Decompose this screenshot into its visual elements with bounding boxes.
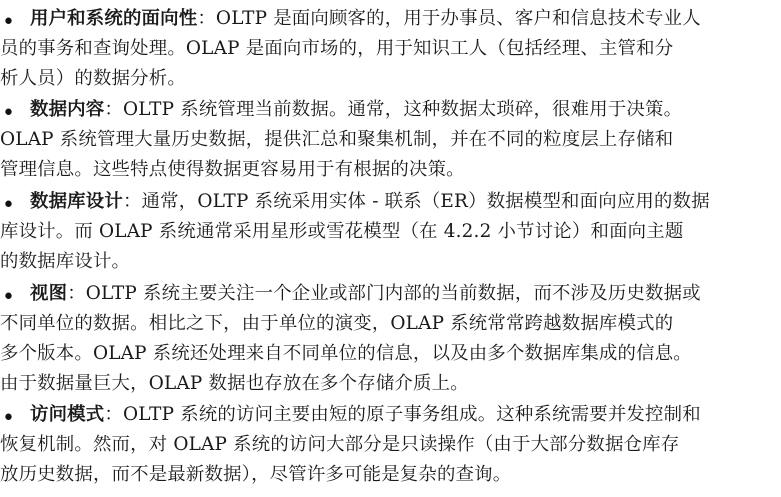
item-term: 用户和系统的面向性 [30, 8, 198, 29]
item-text: ：通常，OLTP 系统采用实体 - 联系（ER）数据模型和面向应用的数据 [122, 191, 710, 212]
bullet-icon: • [2, 101, 15, 126]
paragraph-line: OLAP 系统管理大量历史数据，提供汇总和聚集机制，并在不同的粒度层上存储和 [0, 129, 674, 150]
paragraph-line: 恢复机制。然而，对 OLAP 系统的访问大部分是只读操作（由于大部分数据仓库存 [0, 434, 680, 455]
paragraph-line [30, 402, 701, 428]
paragraph-line: 管理信息。这些特点使得数据更容易用于有根据的决策。 [0, 159, 465, 180]
paragraph-line: 由于数据量巨大，OLAP 数据也存放在多个存储介质上。 [0, 373, 469, 394]
item-term: 访问模式 [30, 404, 105, 425]
paragraph-line: 析人员）的数据分析。 [0, 68, 186, 89]
paragraph-line [30, 281, 701, 307]
item-text: ：OLTP 系统管理当前数据。通常，这种数据太琐碎，很难用于决策。 [104, 99, 683, 120]
paragraph-line: 多个版本。OLAP 系统还处理来自不同单位的信息，以及由多个数据库集成的信息。 [0, 343, 692, 364]
paragraph-line [30, 189, 710, 215]
bullet-icon: • [2, 10, 15, 35]
item-term: 数据内容 [30, 99, 105, 120]
item-text: ：OLTP 系统的访问主要由短的原子事务组成。这种系统需要并发控制和 [104, 404, 701, 425]
paragraph-line: 放历史数据，而不是最新数据），尽管许多可能是复杂的查询。 [0, 464, 512, 485]
item-term: 视图 [30, 283, 68, 304]
bullet-icon: • [2, 193, 15, 218]
paragraph-line: 库设计。而 OLAP 系统通常采用星形或雪花模型（在 4.2.2 小节讨论）和面向主题 [0, 221, 684, 242]
paragraph-line: 的数据库设计。 [0, 251, 131, 272]
paragraph-line [30, 97, 682, 123]
paragraph-line: 员的事务和查询处理。OLAP 是面向市场的，用于知识工人（包括经理、主管和分 [0, 38, 674, 59]
paragraph-line: 不同单位的数据。相比之下，由于单位的演变，OLAP 系统常常跨越数据库模式的 [0, 313, 674, 334]
bullet-icon: • [2, 406, 15, 431]
item-term: 数据库设计 [30, 191, 123, 212]
item-text: ：OLTP 是面向顾客的，用于办事员、客户和信息技术专业人 [197, 8, 701, 29]
item-text: ：OLTP 系统主要关注一个企业或部门内部的当前数据，而不涉及历史数据或 [67, 283, 701, 304]
paragraph-line [30, 6, 701, 32]
bullet-icon: • [2, 285, 15, 310]
